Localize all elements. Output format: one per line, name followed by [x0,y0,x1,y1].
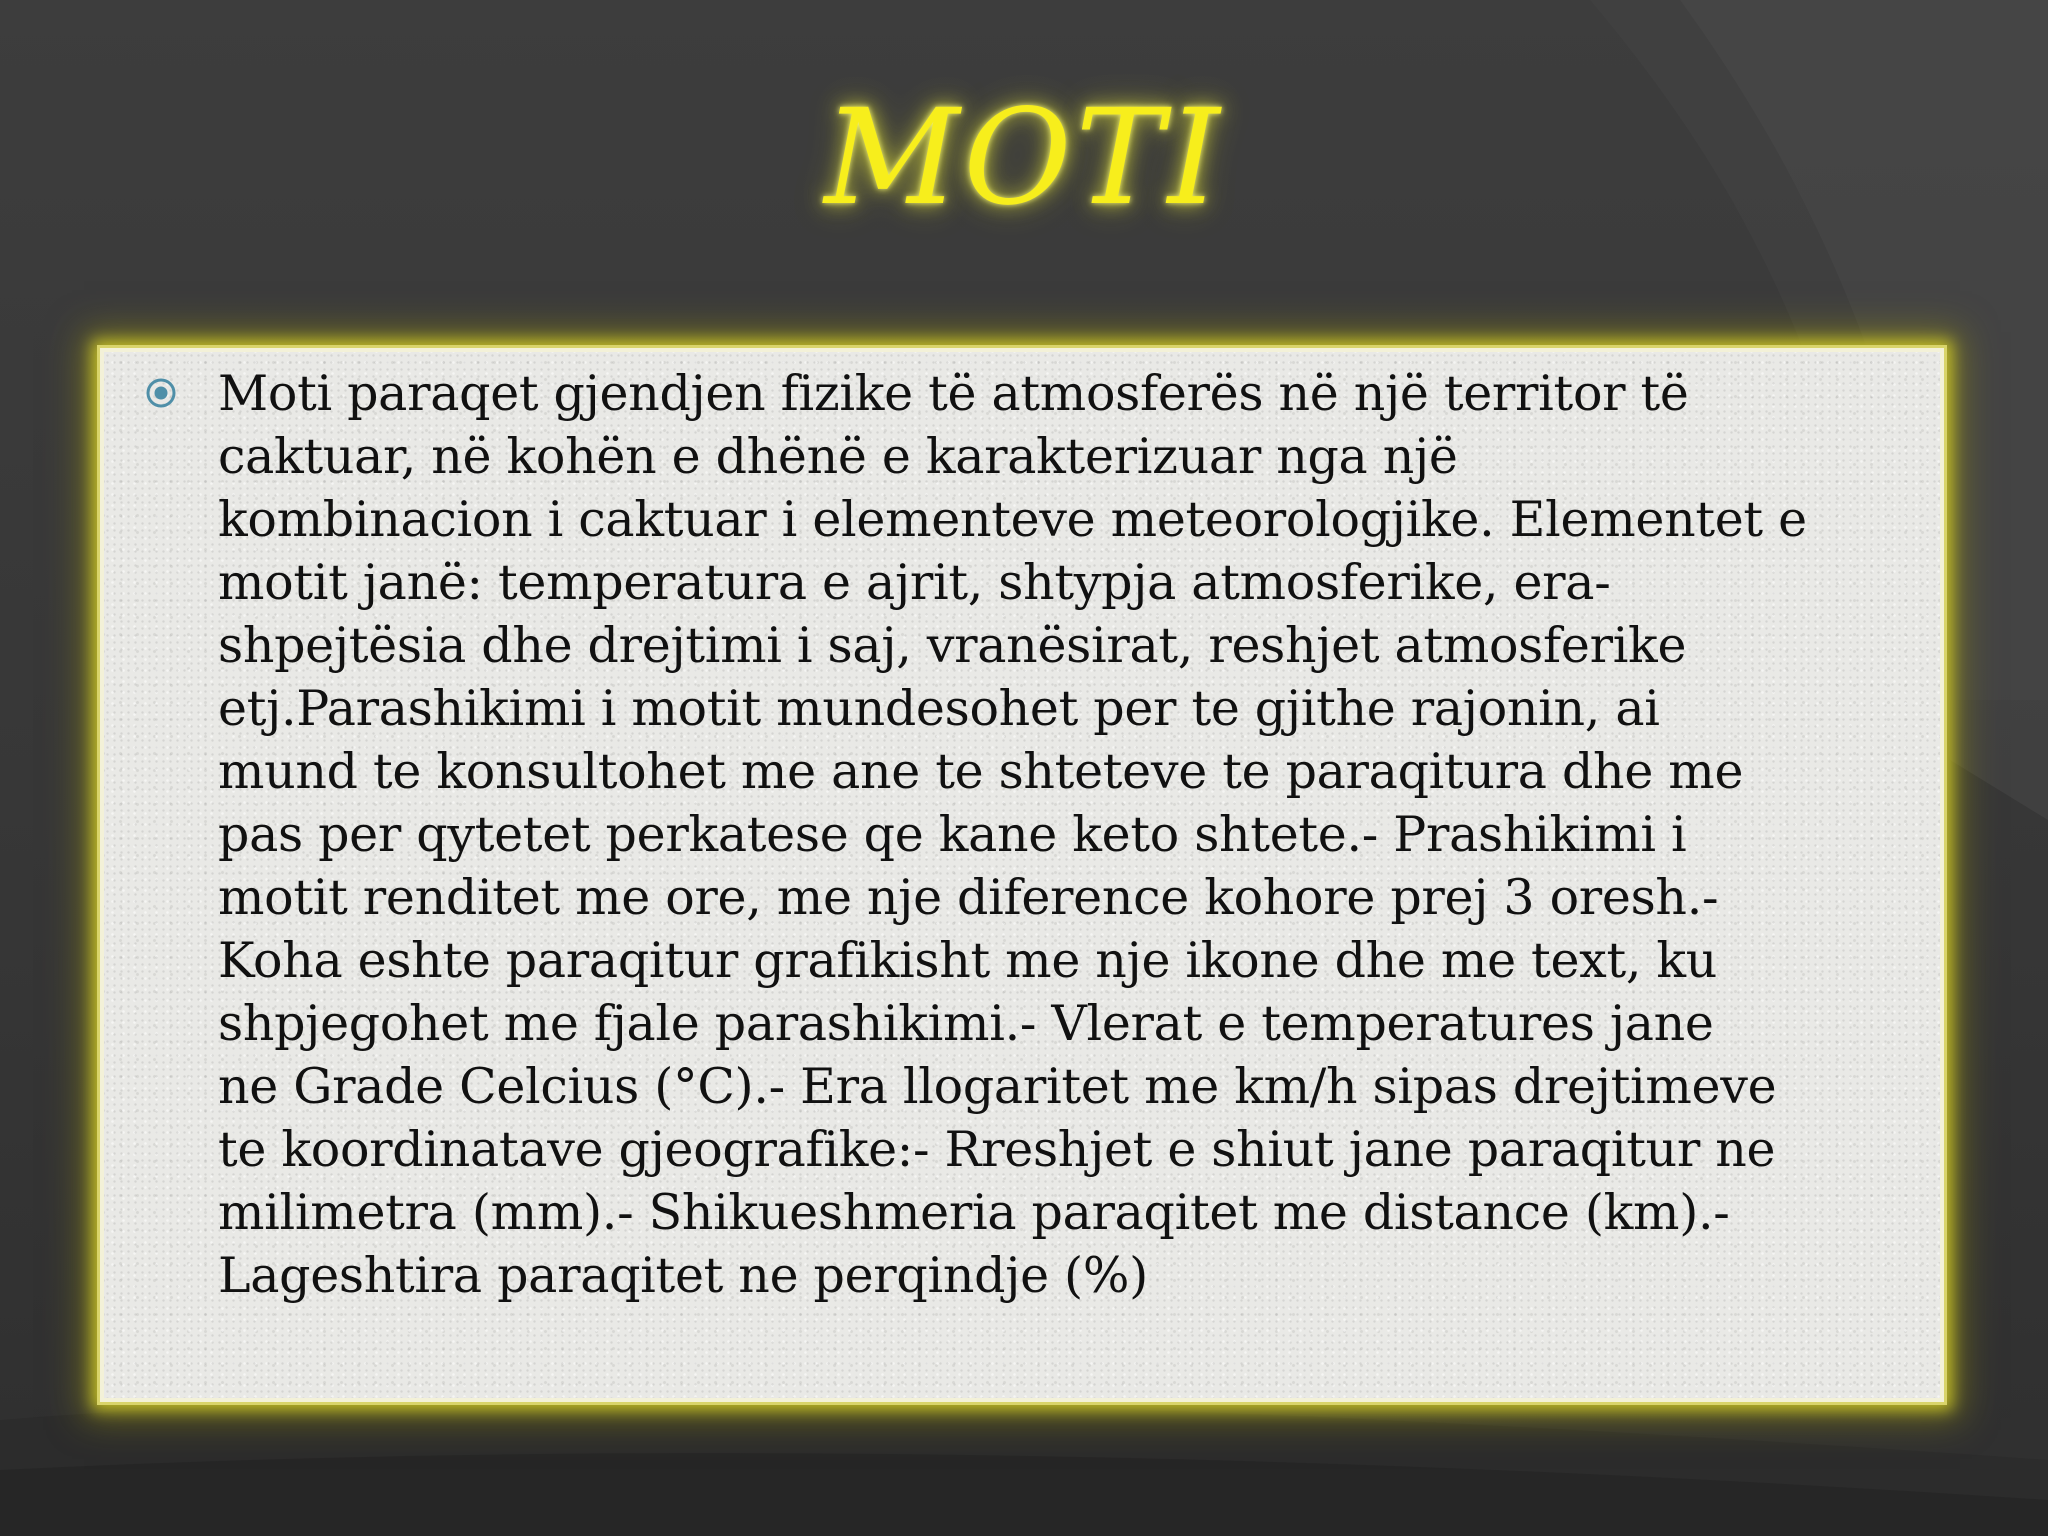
content-box [100,348,1944,1402]
body-paragraph: Moti paraqet gjendjen fizike të atmosferës në një territor të caktuar, në kohën e dhënë e karakterizuar nga një kombinacion i caktuar i elementeve meteorologjike. Elementet e motit janë: temperatura e ajrit, shtypja atmosferike, era- shpejtësia dhe drejtimi i saj, vranësirat, reshjet atmosferike etj.Parashikimi i motit mundesohet per te gjithe rajonin, ai mund te konsultohet me ane te shteteve te paraqitura dhe me pas per qytetet perkatese qe kane keto shtete.- Prashikimi i motit renditet me ore, me nje diference kohore prej 3 oresh.- Koha eshte paraqitur grafikisht me nje ikone dhe me text, ku shpjegohet me fjale parashikimi.- Vlerat e temperatures jane ne Grade Celcius (°C).- Era llogaritet me km/h sipas drejtimeve te koordinatave gjeografike:- Rreshjet e shiut jane paraqitur ne milimetra (mm).- Shikueshmeria paraqitet me distance (km).- Lageshtira paraqitet ne perqindje (%) [218,365,1807,1304]
circle-dot-bullet-icon [144,376,178,410]
slide-title: MOTI [824,81,1224,235]
